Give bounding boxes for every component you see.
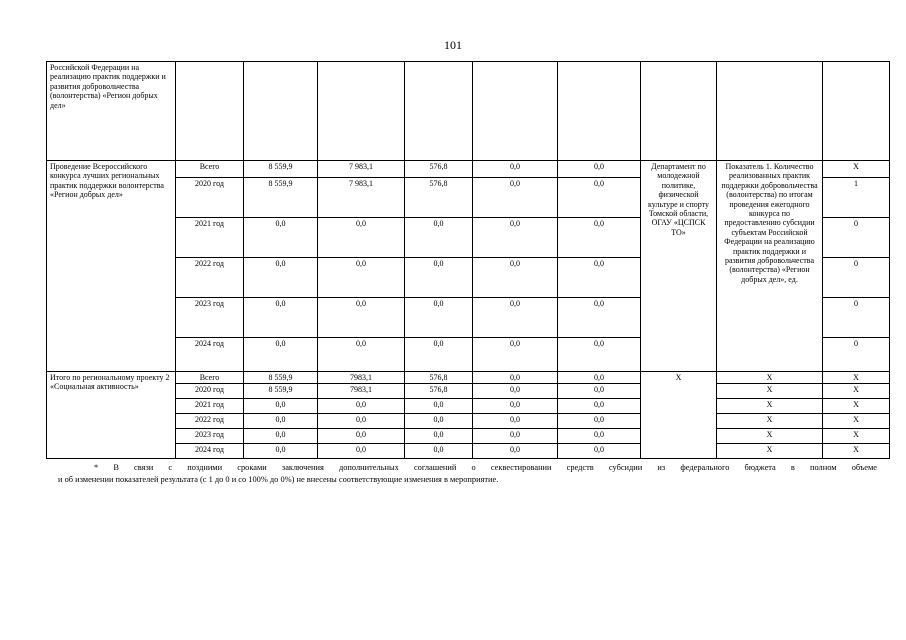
indicator-cell: X [717, 414, 823, 429]
federal-cell: 7983,1 [318, 384, 405, 399]
value-cell: X [823, 372, 890, 384]
indicator-cell: Показатель 1. Количество реализованных практик поддержки добровольчества (волонтерства) по итогам проведения ежегодного конкурса по предоставлению субсидии субъектам Российской Федерации на реализацию практик поддержки и развития добровольчества (волонтерства) «Регион добрых дел», ед. [717, 161, 823, 372]
local-cell: 0,0 [473, 298, 558, 338]
total-cell: 0,0 [244, 218, 318, 258]
federal-cell: 7 983,1 [318, 161, 405, 178]
local-cell: 0,0 [473, 338, 558, 372]
value-cell: X [823, 399, 890, 414]
regional-cell: 576,8 [405, 384, 473, 399]
event-name: Проведение Всероссийского конкурса лучших региональных практик поддержки волонтерства «Регион добрых дел» [47, 161, 176, 372]
federal-cell: 0,0 [318, 444, 405, 459]
executor-cell: X [641, 372, 717, 459]
indicator-cell: X [717, 399, 823, 414]
extra-cell: 0,0 [558, 178, 641, 218]
local-cell: 0,0 [473, 399, 558, 414]
local-cell: 0,0 [473, 178, 558, 218]
year-cell: 2020 год [176, 178, 244, 218]
total-cell: 0,0 [244, 338, 318, 372]
indicator-cell: X [717, 444, 823, 459]
local-cell: 0,0 [473, 444, 558, 459]
extra-cell: 0,0 [558, 372, 641, 384]
footnote-line-1: * В связи с поздними сроками заключения дополнительных соглашений о секвестировании средств субсидии из федерального бюджета в полном объеме [94, 463, 877, 472]
federal-cell: 0,0 [318, 399, 405, 414]
value-cell: X [823, 384, 890, 399]
regional-cell: 0,0 [405, 338, 473, 372]
indicator-cell: X [717, 384, 823, 399]
regional-cell: 576,8 [405, 161, 473, 178]
project-total-name: Итого по региональному проекту 2 «Социальная активность» [47, 372, 176, 459]
year-cell: Всего [176, 372, 244, 384]
regional-cell: 576,8 [405, 178, 473, 218]
extra-cell: 0,0 [558, 444, 641, 459]
federal-cell: 7983,1 [318, 372, 405, 384]
extra-cell: 0,0 [558, 414, 641, 429]
regional-cell: 0,0 [405, 218, 473, 258]
extra-cell: 0,0 [558, 338, 641, 372]
executor-cell: Департамент по молодежной политике, физической культуре и спорту Томской области, ОГАУ «ЦСПСК ТО» [641, 161, 717, 372]
total-cell: 0,0 [244, 399, 318, 414]
regional-cell: 0,0 [405, 258, 473, 298]
value-cell: 0 [823, 338, 890, 372]
extra-cell: 0,0 [558, 429, 641, 444]
total-cell: 8 559,9 [244, 384, 318, 399]
year-cell: 2023 год [176, 298, 244, 338]
federal-cell: 0,0 [318, 338, 405, 372]
year-cell: 2021 год [176, 399, 244, 414]
regional-cell: 0,0 [405, 298, 473, 338]
indicator-cell: X [717, 372, 823, 384]
total-cell: 0,0 [244, 429, 318, 444]
federal-cell: 0,0 [318, 298, 405, 338]
year-cell: 2022 год [176, 258, 244, 298]
total-cell: 8 559,9 [244, 161, 318, 178]
extra-cell: 0,0 [558, 258, 641, 298]
regional-cell: 0,0 [405, 444, 473, 459]
federal-cell: 7 983,1 [318, 178, 405, 218]
local-cell: 0,0 [473, 429, 558, 444]
total-cell: 0,0 [244, 414, 318, 429]
local-cell: 0,0 [473, 218, 558, 258]
local-cell: 0,0 [473, 414, 558, 429]
footnote-line-2: и об изменении показателей результата (с 1 до 0 и со 100% до 0%) не внесены соответствующие изменения в мероприятие. [58, 475, 499, 484]
extra-cell: 0,0 [558, 161, 641, 178]
local-cell: 0,0 [473, 384, 558, 399]
value-cell: 0 [823, 258, 890, 298]
year-cell: Всего [176, 161, 244, 178]
total-cell: 0,0 [244, 258, 318, 298]
local-cell: 0,0 [473, 372, 558, 384]
regional-cell: 0,0 [405, 429, 473, 444]
value-cell: X [823, 444, 890, 459]
continuation-row [47, 62, 890, 161]
federal-cell: 0,0 [318, 429, 405, 444]
local-cell: 0,0 [473, 161, 558, 178]
total-cell: 8 559,9 [244, 178, 318, 218]
value-cell: X [823, 429, 890, 444]
year-cell: 2023 год [176, 429, 244, 444]
total-cell: 8 559,9 [244, 372, 318, 384]
local-cell: 0,0 [473, 258, 558, 298]
value-cell: 0 [823, 218, 890, 258]
value-cell: 0 [823, 298, 890, 338]
federal-cell: 0,0 [318, 218, 405, 258]
value-cell: X [823, 414, 890, 429]
year-cell: 2020 год [176, 384, 244, 399]
regional-cell: 0,0 [405, 414, 473, 429]
regional-cell: 0,0 [405, 399, 473, 414]
year-cell: 2022 год [176, 414, 244, 429]
total-cell: 0,0 [244, 444, 318, 459]
regional-cell: 576,8 [405, 372, 473, 384]
year-cell: 2021 год [176, 218, 244, 258]
page-number: 101 [444, 38, 462, 52]
federal-cell: 0,0 [318, 414, 405, 429]
budget-table [46, 61, 890, 459]
table-row [47, 161, 890, 178]
indicator-cell: X [717, 429, 823, 444]
year-cell: 2024 год [176, 444, 244, 459]
value-cell: 1 [823, 178, 890, 218]
value-cell: X [823, 161, 890, 178]
extra-cell: 0,0 [558, 298, 641, 338]
table-row [47, 372, 890, 384]
year-cell: 2024 год [176, 338, 244, 372]
footnote [58, 462, 877, 486]
total-cell: 0,0 [244, 298, 318, 338]
extra-cell: 0,0 [558, 399, 641, 414]
continuation-name: Российской Федерации на реализацию практик поддержки и развития добровольчества (волонтерства) «Регион добрых дел» [47, 62, 176, 161]
federal-cell: 0,0 [318, 258, 405, 298]
extra-cell: 0,0 [558, 384, 641, 399]
extra-cell: 0,0 [558, 218, 641, 258]
